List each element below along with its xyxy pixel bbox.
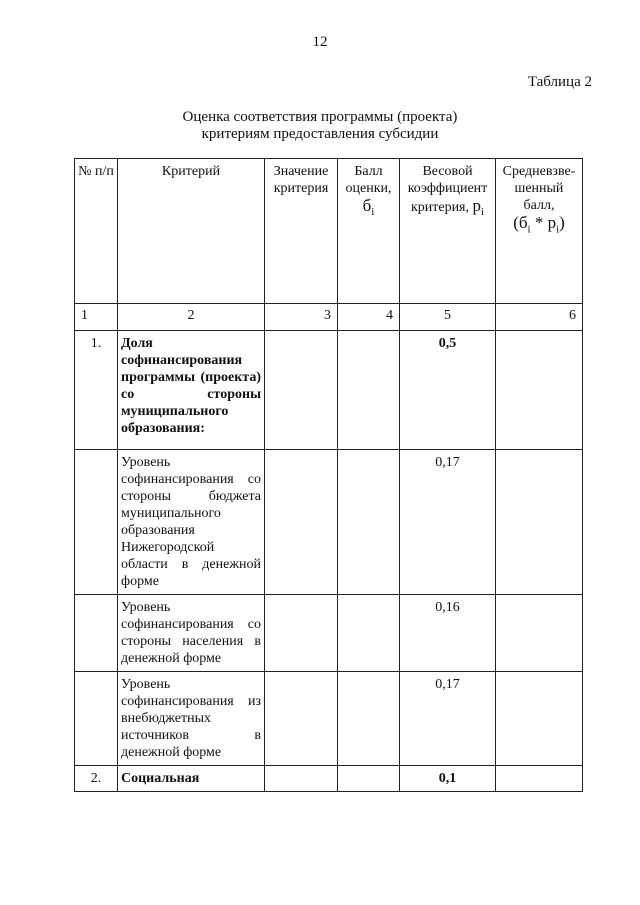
header-weight-sub: i (481, 205, 485, 218)
row-number (75, 450, 118, 595)
row-weighted-average (496, 595, 583, 672)
column-number: 6 (496, 304, 583, 331)
table-row (75, 766, 583, 792)
row-weight: 0,16 (400, 595, 496, 672)
page-number: 12 (312, 34, 328, 50)
header-weight-label: Весовой коэффициент критерия, (407, 164, 488, 215)
row-criterion: Уровень софинансирования из внебюджетных источников в денежной форме (118, 672, 265, 766)
header-no: № п/п (75, 159, 118, 304)
header-score-sub: i (371, 205, 375, 218)
row-score (338, 450, 400, 595)
row-weight: 0,1 (400, 766, 496, 792)
document-title (0, 109, 640, 143)
row-criterion: Доля софинансирования программы (проекта) со стороны муниципального образования: (118, 331, 265, 450)
header-weighted-average (496, 159, 583, 304)
row-weighted-average (496, 331, 583, 450)
row-weight: 0,17 (400, 672, 496, 766)
row-number (75, 672, 118, 766)
row-score (338, 595, 400, 672)
row-value (265, 595, 338, 672)
column-number: 4 (338, 304, 400, 331)
row-score (338, 331, 400, 450)
header-avg-label: Средневзве-шенный балл, (502, 164, 576, 213)
header-score-symbol: б (362, 196, 372, 215)
row-score (338, 766, 400, 792)
row-value (265, 766, 338, 792)
column-number: 1 (75, 304, 118, 331)
row-number: 1. (75, 331, 118, 450)
row-number (75, 595, 118, 672)
column-number-row (75, 304, 583, 331)
column-number: 3 (265, 304, 338, 331)
header-criterion: Критерий (118, 159, 265, 304)
header-score-label: Балл оценки, (345, 164, 392, 196)
row-weighted-average (496, 766, 583, 792)
row-weight: 0,17 (400, 450, 496, 595)
header-score (338, 159, 400, 304)
table-row (75, 331, 583, 450)
row-criterion: Уровень софинансирования со стороны населения в денежной форме (118, 595, 265, 672)
header-weight (400, 159, 496, 304)
table-row (75, 450, 583, 595)
criteria-table (74, 158, 583, 792)
row-weighted-average (496, 450, 583, 595)
row-value (265, 331, 338, 450)
header-avg-formula: $(б_i * p_i)$ (513, 213, 565, 236)
header-row (75, 159, 583, 304)
column-number: 5 (400, 304, 496, 331)
row-criterion: Уровень софинансирования со стороны бюджета муниципального образования Нижегородской области в денежной форме (118, 450, 265, 595)
header-value: Значение критерия (265, 159, 338, 304)
row-value (265, 672, 338, 766)
table-row (75, 672, 583, 766)
column-number: 2 (118, 304, 265, 331)
row-criterion: Социальная (118, 766, 265, 792)
title-line-1: Оценка соответствия программы (проекта) (182, 109, 458, 125)
row-score (338, 672, 400, 766)
row-weighted-average (496, 672, 583, 766)
row-weight: 0,5 (400, 331, 496, 450)
table-row (75, 595, 583, 672)
table-label: Таблица 2 (527, 74, 592, 90)
row-value (265, 450, 338, 595)
header-weight-symbol: p (472, 196, 481, 215)
title-line-2: критериям предоставления субсидии (201, 126, 439, 142)
row-number: 2. (75, 766, 118, 792)
